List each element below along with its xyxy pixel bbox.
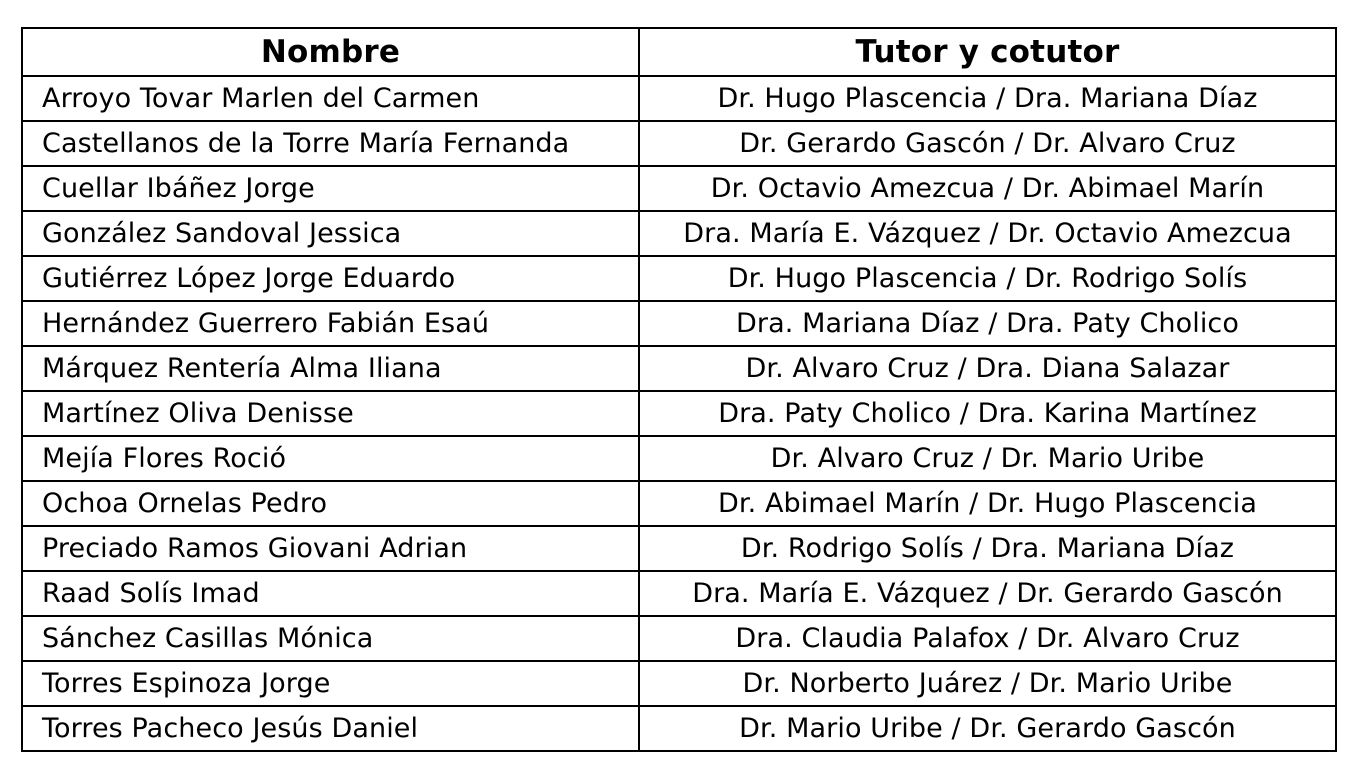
table-row bbox=[22, 526, 1336, 571]
student-name: Hernández Guerrero Fabián Esaú bbox=[22, 301, 639, 346]
student-name: Sánchez Casillas Mónica bbox=[22, 616, 639, 661]
table-row bbox=[22, 346, 1336, 391]
table-row bbox=[22, 571, 1336, 616]
table-row bbox=[22, 211, 1336, 256]
table-row bbox=[22, 301, 1336, 346]
tutor-pair: Dra. Paty Cholico / Dra. Karina Martínez bbox=[639, 391, 1336, 436]
tutor-pair: Dra. Claudia Palafox / Dr. Alvaro Cruz bbox=[639, 616, 1336, 661]
table-row bbox=[22, 391, 1336, 436]
tutor-pair: Dr. Hugo Plascencia / Dra. Mariana Díaz bbox=[639, 76, 1336, 121]
table-row bbox=[22, 481, 1336, 526]
student-name: Márquez Rentería Alma Iliana bbox=[22, 346, 639, 391]
tutor-pair: Dra. María E. Vázquez / Dr. Gerardo Gascón bbox=[639, 571, 1336, 616]
table-row bbox=[22, 76, 1336, 121]
table-row bbox=[22, 661, 1336, 706]
student-name: Arroyo Tovar Marlen del Carmen bbox=[22, 76, 639, 121]
table-row bbox=[22, 166, 1336, 211]
table-row bbox=[22, 706, 1336, 751]
header-row bbox=[22, 28, 1336, 76]
table-row bbox=[22, 436, 1336, 481]
tutor-pair: Dr. Mario Uribe / Dr. Gerardo Gascón bbox=[639, 706, 1336, 751]
tutor-pair: Dr. Norberto Juárez / Dr. Mario Uribe bbox=[639, 661, 1336, 706]
student-name: Martínez Oliva Denisse bbox=[22, 391, 639, 436]
tutor-pair: Dr. Gerardo Gascón / Dr. Alvaro Cruz bbox=[639, 121, 1336, 166]
tutor-pair: Dra. Mariana Díaz / Dra. Paty Cholico bbox=[639, 301, 1336, 346]
student-name: Mejía Flores Roció bbox=[22, 436, 639, 481]
table-row bbox=[22, 121, 1336, 166]
student-name: Preciado Ramos Giovani Adrian bbox=[22, 526, 639, 571]
tutor-pair: Dr. Alvaro Cruz / Dra. Diana Salazar bbox=[639, 346, 1336, 391]
tutor-pair: Dra. María E. Vázquez / Dr. Octavio Amezcua bbox=[639, 211, 1336, 256]
student-name: Ochoa Ornelas Pedro bbox=[22, 481, 639, 526]
tutor-pair: Dr. Octavio Amezcua / Dr. Abimael Marín bbox=[639, 166, 1336, 211]
tutor-pair: Dr. Hugo Plascencia / Dr. Rodrigo Solís bbox=[639, 256, 1336, 301]
student-name: Torres Pacheco Jesús Daniel bbox=[22, 706, 639, 751]
student-name: Gutiérrez López Jorge Eduardo bbox=[22, 256, 639, 301]
tutor-pair: Dr. Abimael Marín / Dr. Hugo Plascencia bbox=[639, 481, 1336, 526]
tutor-pair: Dr. Alvaro Cruz / Dr. Mario Uribe bbox=[639, 436, 1336, 481]
header-name: Nombre bbox=[22, 28, 639, 76]
student-name: González Sandoval Jessica bbox=[22, 211, 639, 256]
header-tutors: Tutor y cotutor bbox=[639, 28, 1336, 76]
student-tutor-table bbox=[21, 27, 1337, 752]
student-name: Cuellar Ibáñez Jorge bbox=[22, 166, 639, 211]
table-row bbox=[22, 256, 1336, 301]
student-name: Raad Solís Imad bbox=[22, 571, 639, 616]
table-row bbox=[22, 616, 1336, 661]
student-name: Castellanos de la Torre María Fernanda bbox=[22, 121, 639, 166]
tutor-pair: Dr. Rodrigo Solís / Dra. Mariana Díaz bbox=[639, 526, 1336, 571]
student-name: Torres Espinoza Jorge bbox=[22, 661, 639, 706]
